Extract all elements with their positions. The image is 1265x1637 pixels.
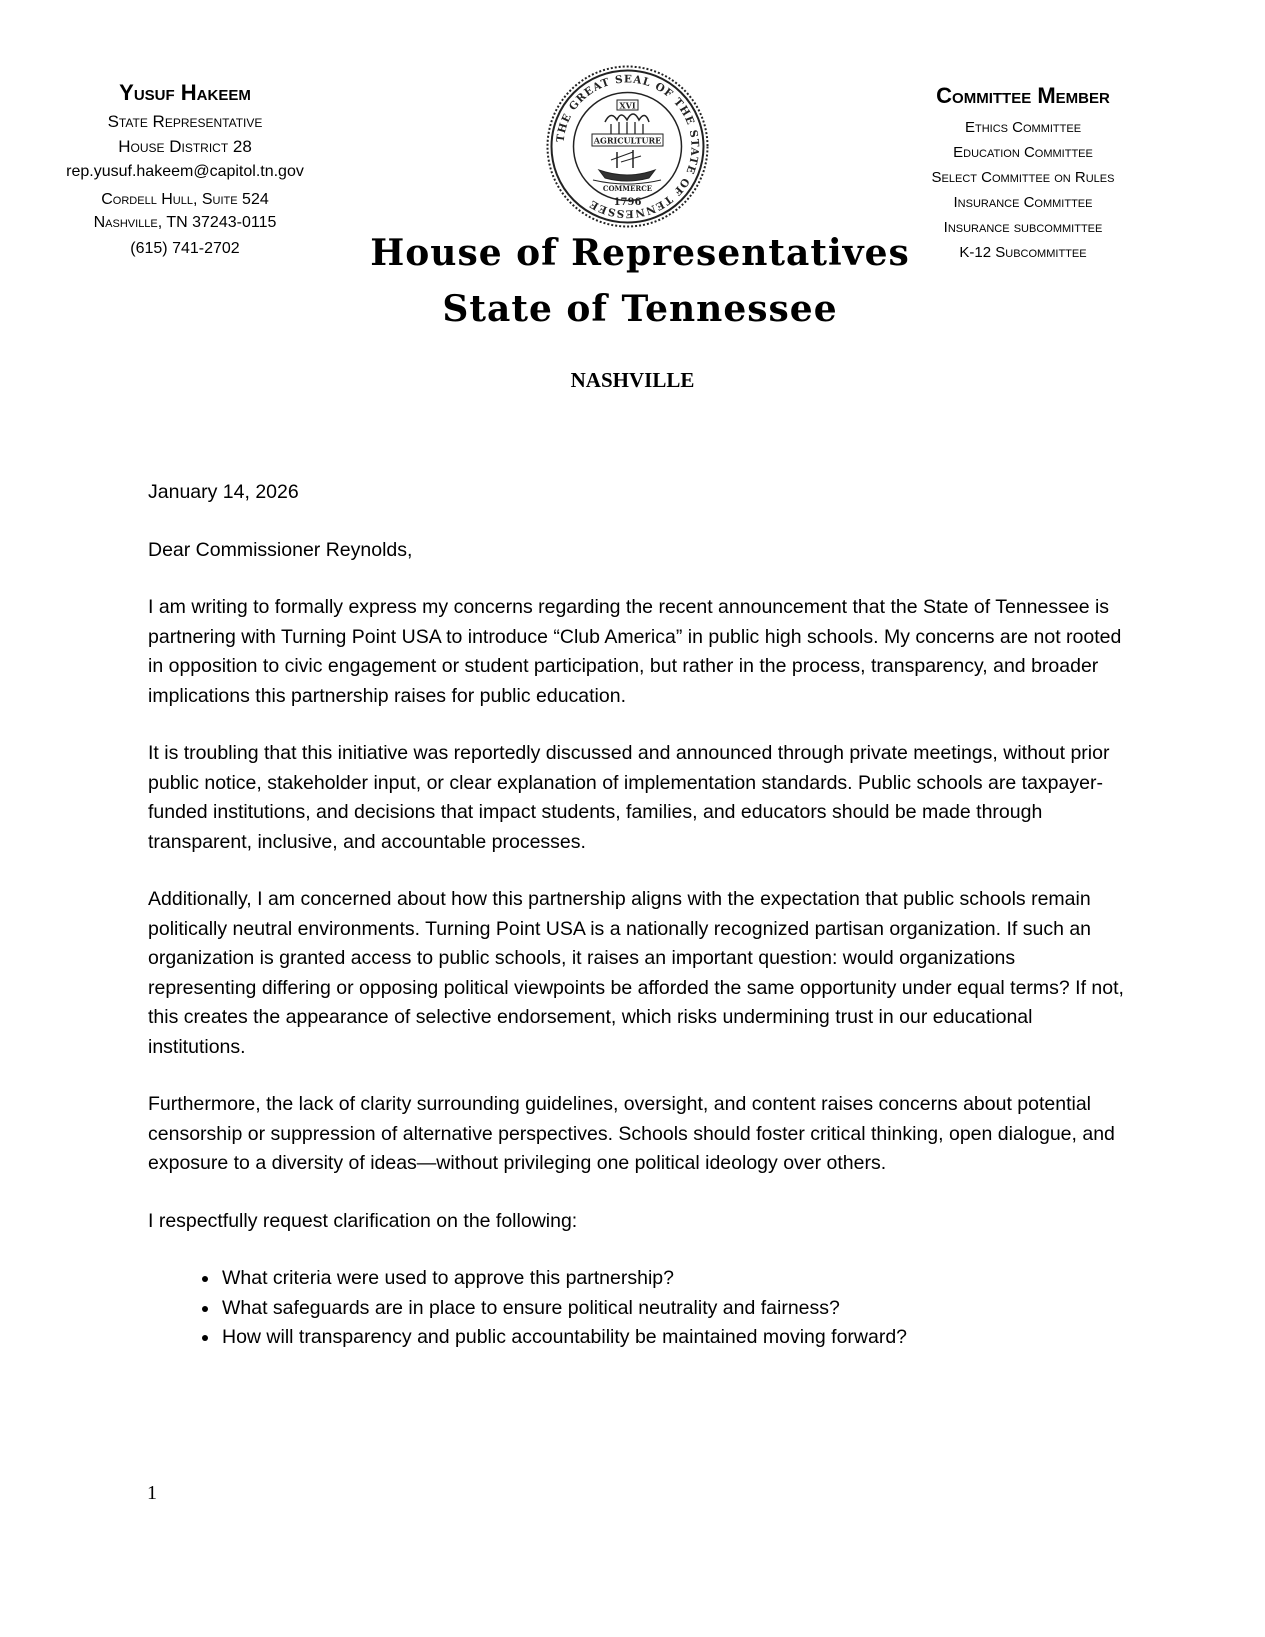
letterhead-city: NASHVILLE: [570, 368, 695, 392]
question-item: • How will transparency and public accountability be maintained moving forward?: [220, 1323, 1128, 1353]
address-line-2: Nashville, TN 37243-0115: [93, 214, 277, 231]
committee-item: Education Committee: [953, 144, 1093, 161]
seal-ring-text: THE GREAT SEAL OF THE STATE OF TENNESSEE: [554, 73, 701, 220]
question-item: • What safeguards are in place to ensure political neutrality and fairness?: [220, 1294, 1128, 1324]
seal-commerce-label: COMMERCE: [602, 184, 653, 193]
email-address: rep.yusuf.hakeem@capitol.tn.gov: [66, 163, 304, 180]
letter-paragraph: Additionally, I am concerned about how this partnership aligns with the expectation that public schools remain politically neutral environments. Turning Point USA is a nationally recognized partisan organization. If such an organization is granted access to public schools, it raises an important question: would organizations representing differing or opposing political viewpoints be afforded the same opportunity under equal terms? If not, this creates the appearance of selective endorsement, which risks undermining trust in our educational institutions.: [148, 888, 1124, 1058]
seal-agriculture-label: AGRICULTURE: [593, 135, 662, 146]
letterhead-title: [350, 225, 930, 337]
question-item: • What criteria were used to approve this partnership?: [220, 1264, 1128, 1294]
representative-name: Yusuf Hakeem: [119, 80, 251, 105]
seal-numeral: XVI: [619, 100, 636, 111]
phone-number: (615) 741-2702: [130, 240, 240, 257]
letter-salutation: Dear Commissioner Reynolds,: [148, 538, 413, 561]
letter-paragraph: It is troubling that this initiative was reportedly discussed and announced through private meetings, without prior public notice, stakeholder input, or clear explanation of implementation standards. Public schools are taxpayer-funded institutions, and decisions that impact students, families, and educators should be made through transparent, inclusive, and accountable processes.: [148, 742, 1110, 853]
tennessee-state-seal: [545, 64, 710, 229]
address-line-1: Cordell Hull, Suite 524: [101, 191, 269, 208]
committee-item: Insurance subcommittee: [943, 219, 1103, 236]
letter-paragraph: I respectfully request clarification on the following:: [148, 1209, 578, 1232]
representative-contact-block: [40, 80, 330, 258]
representative-title: State Representative: [107, 112, 263, 131]
page-number: 1: [147, 1482, 157, 1504]
letterhead-line-house: House of Representatives: [370, 232, 910, 274]
committee-item: Insurance Committee: [953, 194, 1093, 211]
committee-item: Select Committee on Rules: [931, 169, 1115, 186]
letter-body: [148, 478, 1128, 1353]
seal-year: 1796: [613, 197, 642, 208]
committee-item: K-12 Subcommittee: [959, 244, 1087, 261]
questions-list: [148, 1264, 1128, 1353]
house-district: House District 28: [118, 137, 252, 156]
letter-date: January 14, 2026: [148, 481, 299, 503]
committee-item: Ethics Committee: [964, 119, 1082, 136]
letter-paragraph: Furthermore, the lack of clarity surrounding guidelines, oversight, and content raises concerns about potential censorship or suppression of alternative perspectives. Schools should foster critical thinking, open dialogue, and exposure to a diversity of ideas—without privileging one political ideology over others.: [148, 1093, 1115, 1174]
committee-member-heading: Committee Member: [936, 83, 1110, 108]
letterhead-line-state: State of Tennessee: [442, 288, 838, 330]
letter-paragraph: I am writing to formally express my concerns regarding the recent announcement that the State of Tennessee is partnering with Turning Point USA to introduce “Club America” in public high schools. My concerns are not rooted in opposition to civic engagement or student participation, but rather in the process, transparency, and broader implications this partnership raises for public education.: [148, 596, 1122, 707]
